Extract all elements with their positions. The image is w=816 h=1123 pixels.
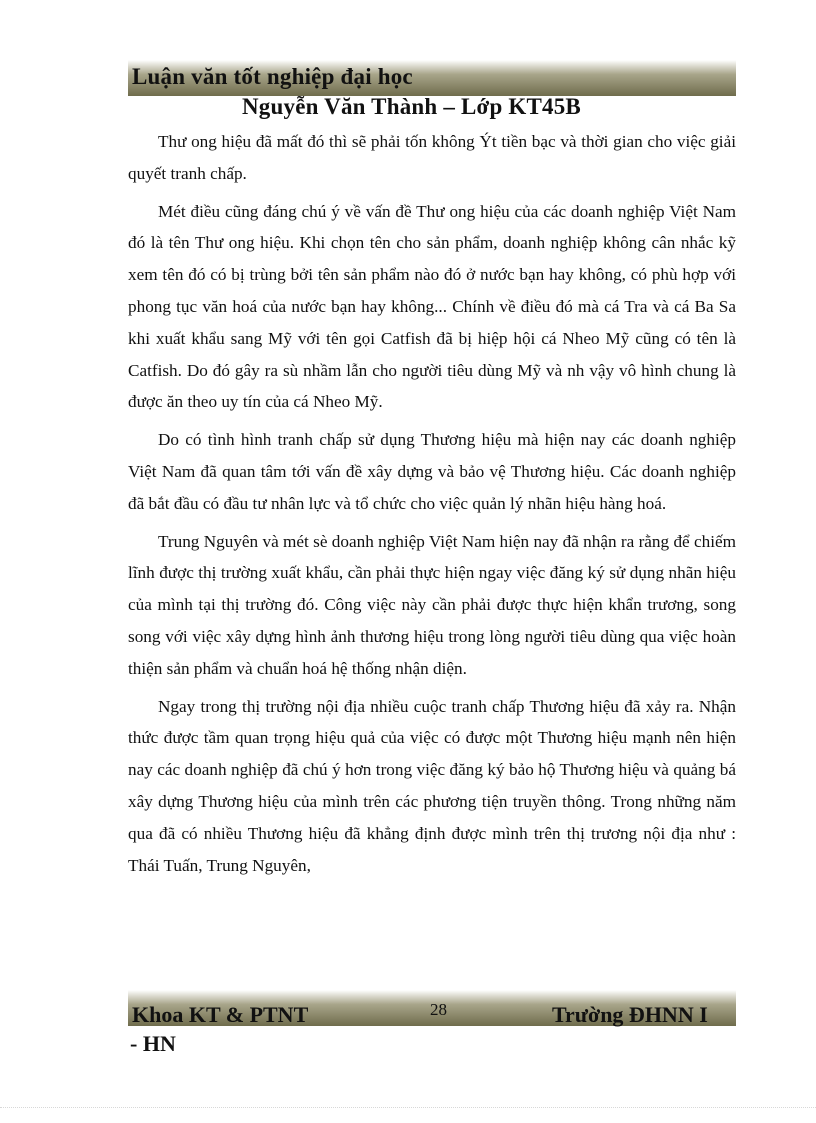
page-edge-divider: [0, 1107, 816, 1108]
footer-location: - HN: [130, 1031, 176, 1056]
paragraph: Trung Nguyên và mét sè doanh nghiệp Việt Nam hiện nay đã nhận ra rằng để chiếm lĩnh được thị trường xuất khẩu, cần phải thực hiện ngay việc đăng ký sử dụng nhãn hiệu của mình tại thị trường đó. Công việc này cần phải được thực hiện khẩn trương, song song với việc xây dựng hình ảnh thương hiệu trong lòng người tiêu dùng qua việc hoàn thiện sản phẩm và chuẩn hoá hệ thống nhận diện.: [128, 531, 736, 678]
header-author: Nguyễn Văn Thành – Lớp KT45B: [242, 94, 581, 119]
footer-faculty: Khoa KT & PTNT: [132, 1002, 309, 1027]
footer-university: Trường ĐHNN I: [552, 1002, 708, 1027]
paragraph: Thư ong hiệu đã mất đó thì sẽ phải tốn không Ýt tiền bạc và thời gian cho việc giải quyết tranh chấp.: [128, 132, 736, 183]
page-number: 28: [430, 1000, 447, 1019]
body-text: [128, 126, 736, 887]
paragraph: Do có tình hình tranh chấp sử dụng Thương hiệu mà hiện nay các doanh nghiệp Việt Nam đã quan tâm tới vấn đề xây dựng và bảo vệ Thương hiệu. Các doanh nghiệp đã bắt đầu có đầu tư nhân lực và tổ chức cho việc quản lý nhãn hiệu hàng hoá.: [128, 430, 736, 513]
paragraph: Ngay trong thị trường nội địa nhiều cuộc tranh chấp Thương hiệu đã xảy ra. Nhận thức được tầm quan trọng hiệu quả của việc có được một Thương hiệu mạnh nên hiện nay các doanh nghiệp đã chú ý hơn trong việc đăng ký bảo hộ Thương hiệu và quảng bá xây dựng Thương hiệu của mình trên các phương tiện truyền thông. Trong những năm qua đã có nhiều Thương hiệu đã khẳng định được mình trên thị trương nội địa như : Thái Tuấn, Trung Nguyên,: [128, 696, 736, 875]
header-title: Luận văn tốt nghiệp đại học: [132, 64, 413, 89]
paragraph: Mét điều cũng đáng chú ý về vấn đề Thư ong hiệu của các doanh nghiệp Việt Nam đó là tên Thư ong hiệu. Khi chọn tên cho sản phẩm, doanh nghiệp không cân nhắc kỹ xem tên đó có bị trùng bởi tên sản phẩm nào đó ở nước bạn hay không, có phù hợp với phong tục văn hoá của nước bạn hay không... Chính về điều đó mà cá Tra và cá Ba Sa khi xuất khẩu sang Mỹ với tên gọi Catfish đã bị hiệp hội cá Nheo Mỹ cũng có tên là Catfish. Do đó gây ra sù nhầm lẫn cho người tiêu dùng Mỹ và nh vậy vô hình chung là được ăn theo uy tín của cá Nheo Mỹ.: [128, 201, 736, 412]
